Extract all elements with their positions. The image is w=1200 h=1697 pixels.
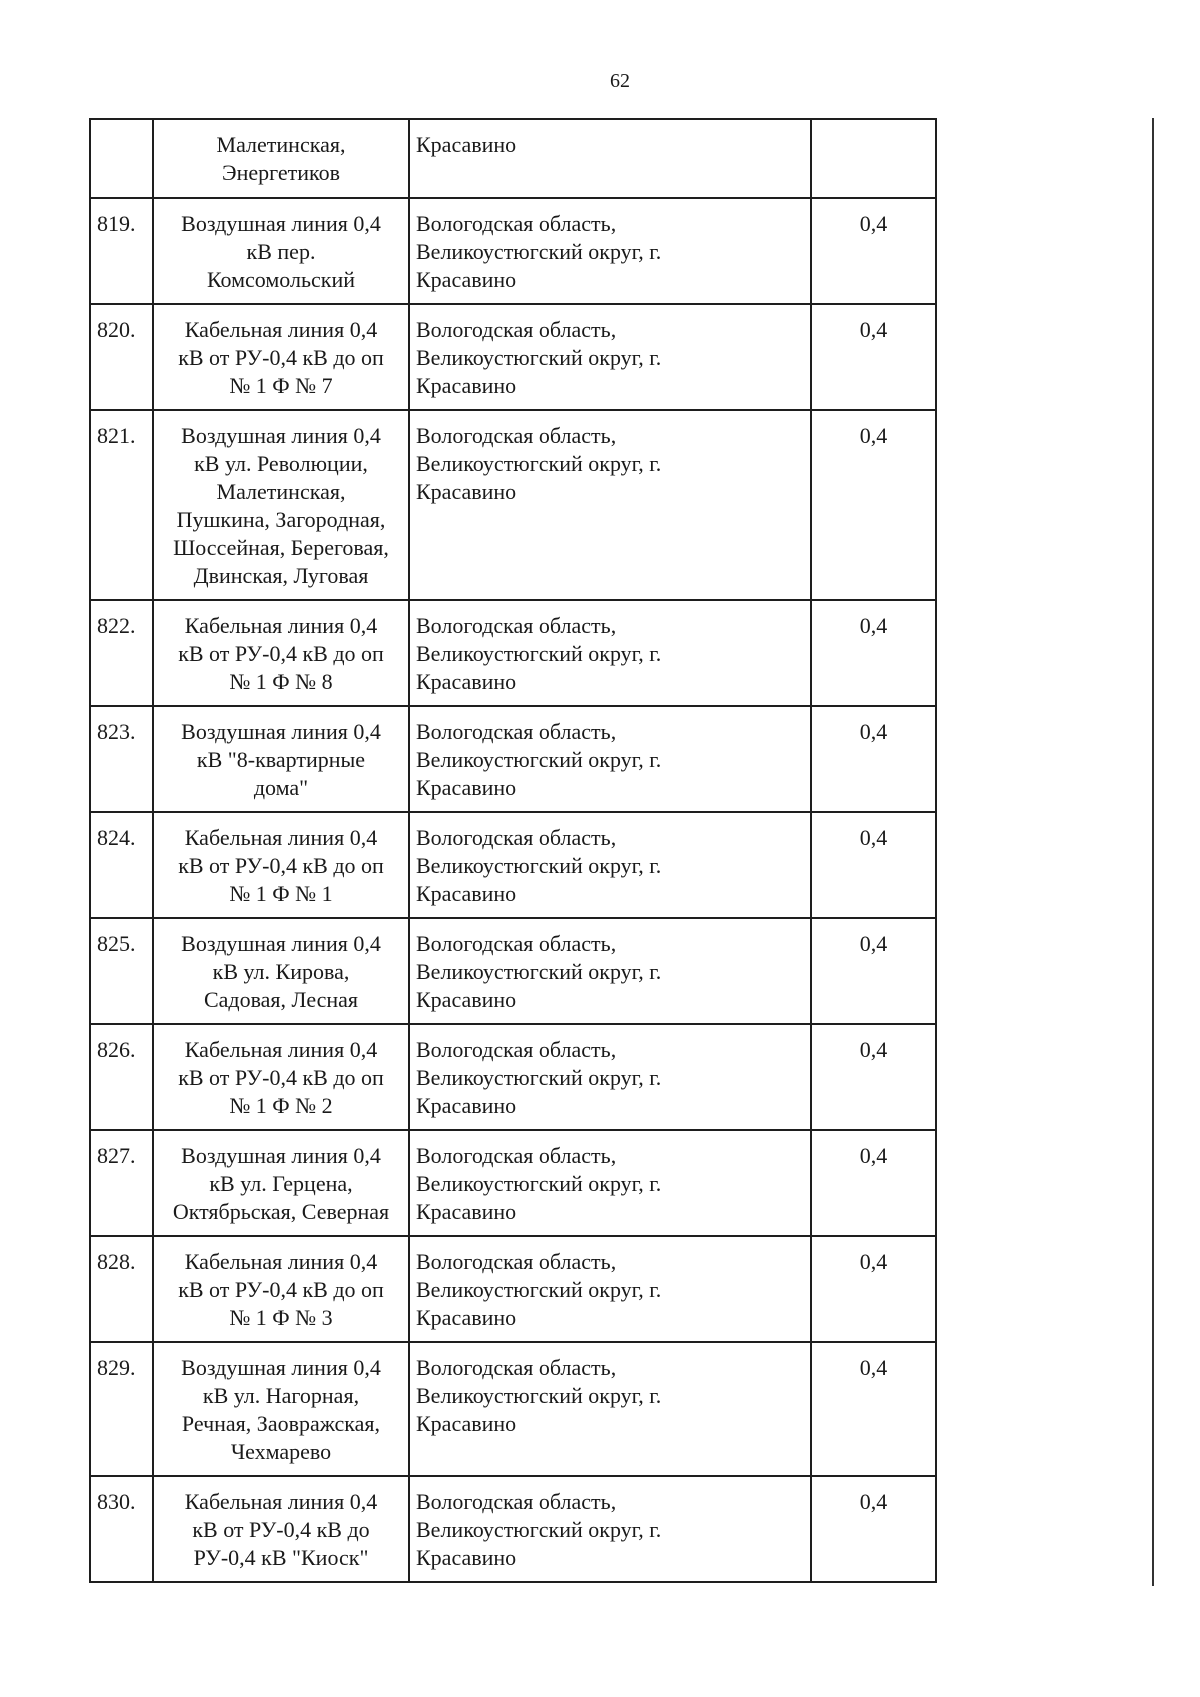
line-name-text: Воздушная линия 0,4 xyxy=(181,1355,381,1380)
location-text: Великоустюгский округ, г. xyxy=(416,1277,662,1302)
line-name-cell xyxy=(153,706,409,812)
row-number xyxy=(90,119,153,198)
line-name-text: Пушкина, Загородная, xyxy=(176,507,386,532)
table-row xyxy=(90,119,936,198)
location-text: Красавино xyxy=(416,132,517,157)
right-margin-rule xyxy=(1152,118,1154,1586)
location-cell xyxy=(409,1024,811,1130)
location-text: Красавино xyxy=(416,479,517,504)
table-row xyxy=(90,304,936,410)
line-name-cell xyxy=(153,918,409,1024)
line-name-cell xyxy=(153,198,409,304)
row-number: 821. xyxy=(90,410,153,600)
line-name-text: кВ от РУ-0,4 кВ до xyxy=(192,1517,370,1542)
location-cell xyxy=(409,304,811,410)
location-text: Красавино xyxy=(416,1305,517,1330)
location-text: Красавино xyxy=(416,1199,517,1224)
line-name-text: кВ ул. Революции, xyxy=(194,451,368,476)
table-row xyxy=(90,1024,936,1130)
voltage-cell: 0,4 xyxy=(811,198,936,304)
line-name-text: Малетинская, xyxy=(216,132,346,157)
location-text: Красавино xyxy=(416,267,517,292)
line-name-text: кВ от РУ-0,4 кВ до оп xyxy=(178,1277,384,1302)
table-row xyxy=(90,1130,936,1236)
location-cell xyxy=(409,119,811,198)
table-row xyxy=(90,1476,936,1582)
line-name-text: РУ-0,4 кВ "Киоск" xyxy=(193,1545,369,1570)
row-number: 823. xyxy=(90,706,153,812)
location-text: Вологодская область, xyxy=(416,1355,617,1380)
line-name-cell xyxy=(153,1130,409,1236)
line-name-text: Кабельная линия 0,4 xyxy=(184,825,378,850)
voltage-cell: 0,4 xyxy=(811,410,936,600)
page-number: 62 xyxy=(610,70,630,92)
location-text: Великоустюгский округ, г. xyxy=(416,853,662,878)
location-text: Великоустюгский округ, г. xyxy=(416,641,662,666)
location-text: Великоустюгский округ, г. xyxy=(416,345,662,370)
line-name-text: кВ от РУ-0,4 кВ до оп xyxy=(178,345,384,370)
location-text: Вологодская область, xyxy=(416,1489,617,1514)
location-text: Великоустюгский округ, г. xyxy=(416,1065,662,1090)
line-name-text: кВ от РУ-0,4 кВ до оп xyxy=(178,1065,384,1090)
location-text: Красавино xyxy=(416,1545,517,1570)
line-name-text: № 1 Ф № 7 xyxy=(229,373,333,398)
line-name-text: Воздушная линия 0,4 xyxy=(181,1143,381,1168)
voltage-cell: 0,4 xyxy=(811,1130,936,1236)
location-text: Великоустюгский округ, г. xyxy=(416,451,662,476)
line-name-text: № 1 Ф № 8 xyxy=(229,669,333,694)
location-cell xyxy=(409,918,811,1024)
line-name-text: Речная, Заовражская, xyxy=(181,1411,381,1436)
line-name-text: № 1 Ф № 1 xyxy=(229,881,333,906)
location-text: Великоустюгский округ, г. xyxy=(416,1171,662,1196)
line-name-cell xyxy=(153,600,409,706)
line-name-text: кВ ул. Кирова, xyxy=(212,959,350,984)
location-text: Вологодская область, xyxy=(416,317,617,342)
voltage-cell xyxy=(811,119,936,198)
voltage-cell: 0,4 xyxy=(811,1236,936,1342)
voltage-cell: 0,4 xyxy=(811,1342,936,1476)
line-name-text: Чехмарево xyxy=(230,1439,332,1464)
table-row xyxy=(90,600,936,706)
line-name-text: Кабельная линия 0,4 xyxy=(184,1037,378,1062)
row-number: 829. xyxy=(90,1342,153,1476)
row-number: 820. xyxy=(90,304,153,410)
line-name-cell xyxy=(153,410,409,600)
voltage-cell: 0,4 xyxy=(811,600,936,706)
line-name-text: кВ пер. xyxy=(246,239,316,264)
location-text: Вологодская область, xyxy=(416,1037,617,1062)
location-text: Великоустюгский округ, г. xyxy=(416,747,662,772)
line-name-text: Садовая, Лесная xyxy=(203,987,359,1012)
line-name-text: дома" xyxy=(253,775,309,800)
registry-table xyxy=(89,118,937,1583)
line-name-text: кВ "8-квартирные xyxy=(196,747,366,772)
line-name-text: кВ от РУ-0,4 кВ до оп xyxy=(178,853,384,878)
line-name-text: кВ ул. Герцена, xyxy=(209,1171,353,1196)
row-number: 828. xyxy=(90,1236,153,1342)
table-row xyxy=(90,812,936,918)
location-text: Вологодская область, xyxy=(416,1143,617,1168)
location-text: Вологодская область, xyxy=(416,719,617,744)
line-name-cell xyxy=(153,1024,409,1130)
location-text: Вологодская область, xyxy=(416,1249,617,1274)
line-name-text: кВ ул. Нагорная, xyxy=(202,1383,360,1408)
location-text: Красавино xyxy=(416,881,517,906)
line-name-text: Шоссейная, Береговая, xyxy=(173,535,389,560)
table-row xyxy=(90,198,936,304)
line-name-text: Воздушная линия 0,4 xyxy=(181,719,381,744)
line-name-text: Воздушная линия 0,4 xyxy=(181,211,381,236)
location-cell xyxy=(409,812,811,918)
location-text: Вологодская область, xyxy=(416,423,617,448)
voltage-cell: 0,4 xyxy=(811,1024,936,1130)
voltage-cell: 0,4 xyxy=(811,1476,936,1582)
row-number: 830. xyxy=(90,1476,153,1582)
location-text: Вологодская область, xyxy=(416,211,617,236)
line-name-text: кВ от РУ-0,4 кВ до оп xyxy=(178,641,384,666)
line-name-text: Воздушная линия 0,4 xyxy=(181,931,381,956)
line-name-cell xyxy=(153,812,409,918)
table-row xyxy=(90,410,936,600)
line-name-cell xyxy=(153,1236,409,1342)
location-cell xyxy=(409,1342,811,1476)
table-row xyxy=(90,1342,936,1476)
location-text: Великоустюгский округ, г. xyxy=(416,959,662,984)
line-name-text: Кабельная линия 0,4 xyxy=(184,1489,378,1514)
voltage-cell: 0,4 xyxy=(811,304,936,410)
row-number: 819. xyxy=(90,198,153,304)
location-text: Великоустюгский округ, г. xyxy=(416,239,662,264)
row-number: 827. xyxy=(90,1130,153,1236)
row-number: 825. xyxy=(90,918,153,1024)
line-name-text: Малетинская, xyxy=(216,479,346,504)
row-number: 822. xyxy=(90,600,153,706)
location-cell xyxy=(409,1236,811,1342)
voltage-cell: 0,4 xyxy=(811,812,936,918)
location-cell xyxy=(409,198,811,304)
location-text: Красавино xyxy=(416,775,517,800)
line-name-text: Комсомольский xyxy=(206,267,356,292)
line-name-text: № 1 Ф № 3 xyxy=(229,1305,333,1330)
location-text: Красавино xyxy=(416,987,517,1012)
line-name-cell xyxy=(153,1342,409,1476)
location-text: Вологодская область, xyxy=(416,613,617,638)
line-name-text: Октябрьская, Северная xyxy=(172,1199,390,1224)
location-text: Красавино xyxy=(416,1411,517,1436)
table-row xyxy=(90,1236,936,1342)
location-text: Красавино xyxy=(416,373,517,398)
location-text: Красавино xyxy=(416,669,517,694)
line-name-cell xyxy=(153,119,409,198)
location-cell xyxy=(409,1130,811,1236)
location-cell xyxy=(409,410,811,600)
location-cell xyxy=(409,600,811,706)
line-name-text: Воздушная линия 0,4 xyxy=(181,423,381,448)
voltage-cell: 0,4 xyxy=(811,706,936,812)
table-row xyxy=(90,918,936,1024)
line-name-text: Кабельная линия 0,4 xyxy=(184,613,378,638)
line-name-text: Кабельная линия 0,4 xyxy=(184,317,378,342)
row-number: 824. xyxy=(90,812,153,918)
line-name-text: Кабельная линия 0,4 xyxy=(184,1249,378,1274)
line-name-text: № 1 Ф № 2 xyxy=(229,1093,333,1118)
location-cell xyxy=(409,1476,811,1582)
location-cell xyxy=(409,706,811,812)
location-text: Вологодская область, xyxy=(416,825,617,850)
table-row xyxy=(90,706,936,812)
line-name-cell xyxy=(153,1476,409,1582)
location-text: Великоустюгский округ, г. xyxy=(416,1517,662,1542)
voltage-cell: 0,4 xyxy=(811,918,936,1024)
row-number: 826. xyxy=(90,1024,153,1130)
location-text: Великоустюгский округ, г. xyxy=(416,1383,662,1408)
location-text: Красавино xyxy=(416,1093,517,1118)
location-text: Вологодская область, xyxy=(416,931,617,956)
registry-table-body xyxy=(90,119,936,1582)
line-name-text: Энергетиков xyxy=(222,160,340,185)
line-name-cell xyxy=(153,304,409,410)
line-name-text: Двинская, Луговая xyxy=(193,563,369,588)
